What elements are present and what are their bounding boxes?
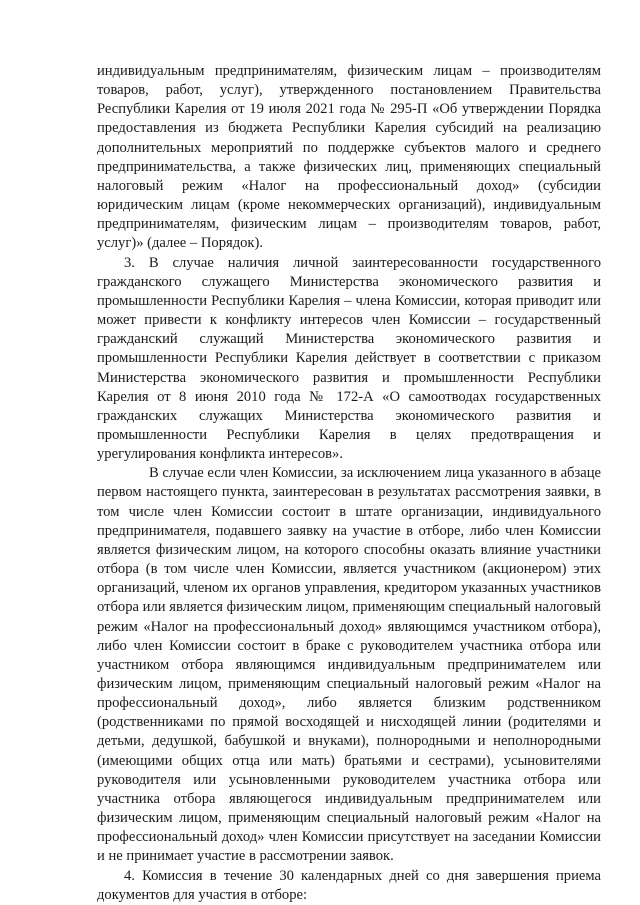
paragraph-item-3: 3. В случае наличия личной заинтересованности государственного гражданского служащего Министерства экономического развития и промышленности Республики Карелия – члена Комиссии, которая приводит или может привести к конфликту интересов член Комиссии – государственный гражданский служащий Министерства экономического развития и промышленности Республики Карелия действует в соответствии с приказом Министерства экономического развития и промышленности Республики Карелия от 8 июня 2010 года № 172-А «О самоотводах государственных гражданских служащих Министерства экономического развития и промышленности Республики Карелия в целях предотвращения и урегулирования конфликта интересов». — [97, 254, 601, 463]
paragraph-continuation: индивидуальным предпринимателям, физическим лицам – производителям товаров, работ, услуг), утвержденного постановлением Правительства Республики Карелия от 19 июля 2021 года № 295-П «Об утверждении Порядка предоставления из бюджета Республики Карелия субсидий на реализацию дополнительных мероприятий по поддержке субъектов малого и среднего предпринимательства, а также физических лиц, применяющих специальный налоговый режим «Налог на профессиональный доход» (субсидии юридическим лицам (кроме некоммерческих организаций), индивидуальным предпринимателям, физическим лицам – производителям товаров, работ, услуг)» (далее – Порядок). — [97, 63, 601, 252]
document-page — [97, 62, 601, 905]
paragraph-item-3-case: В случае если член Комиссии, за исключением лица указанного в абзаце первом настоящего пункта, заинтересован в результатах рассмотрения заявки, в том числе член Комиссии состоит в штате организации, индивидуального предпринимателя, подавшего заявку на участие в отборе, либо член Комиссии является физическим лицом, на которого способны оказать влияние участники отбора (в том числе член Комиссии, является участником (акционером) этих организаций, членом их органов управления, кредитором указанных участников отбора или является физическим лицом, применяющим специальный налоговый режим «Налог на профессиональный доход» являющимся участником отбора), либо член Комиссии состоит в браке с руководителем участника отбора или участником отбора являющимся индивидуальным предпринимателем или физическим лицом, применяющим специальный налоговый режим «Налог на профессиональный доход», либо является близким родственником (родственниками по прямой восходящей и нисходящей линии (родителями и детьми, дедушкой, бабушкой и внуками), полнородными и неполнородными (имеющими общих отца или мать) братьями и сестрами), усыновителями руководителя или усыновленными руководителем участника отбора или участника отбора являющегося индивидуальным предпринимателем или физическим лицом, применяющим специальный налоговый режим «Налог на профессиональный доход» член Комиссии присутствует на заседании Комиссии и не принимает участие в рассмотрении заявок. — [97, 465, 602, 865]
paragraph-item-4: 4. Комиссия в течение 30 календарных дней со дня завершения приема документов для участия в отборе: — [97, 867, 601, 903]
